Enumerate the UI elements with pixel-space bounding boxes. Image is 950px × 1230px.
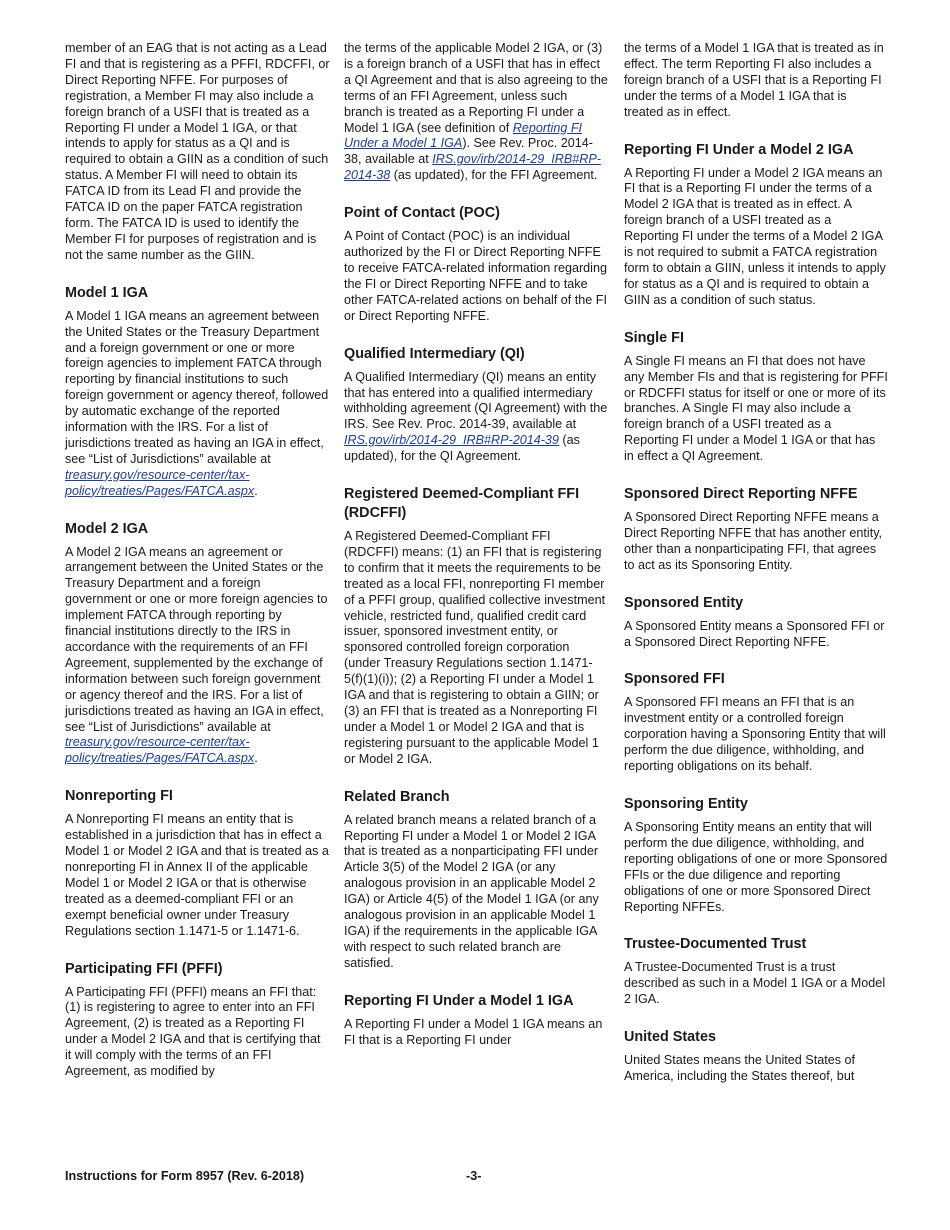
paragraph-qualified-intermediary xyxy=(344,370,608,465)
paragraph-tail: (as updated), for the QI Agreement. xyxy=(344,433,580,464)
paragraph-united-states: United States means the United States of America, including the States thereof, but xyxy=(624,1053,856,1084)
reporting-fi-model-1-link[interactable]: Reporting FI Under a Model 1 IGA xyxy=(344,120,583,151)
treasury-fatca-link[interactable]: treasury.gov/resource-center/tax-policy/treaties/Pages/FATCA.aspx xyxy=(65,467,255,498)
column-left xyxy=(65,41,330,1080)
paragraph-pffi-continued xyxy=(344,41,608,184)
paragraph-tail: (as updated), for the FFI Agreement. xyxy=(390,168,598,183)
paragraph-text: A Model 2 IGA means an agreement or arrangement between the United States or the Treasury Department and a foreign government or one or more foreign agencies to implement FATCA through reporting by financial institutions directly to the IRS in accordance with the requirements of an FFI Agreement, supplemented by the exchange of information between such foreign government or agency thereof and the IRS. For a list of jurisdictions treated as having an IGA in effect, see “List of Jurisdictions” available at xyxy=(65,544,328,734)
heading-sponsored-direct-reporting-nffe: Sponsored Direct Reporting NFFE xyxy=(624,486,858,503)
paragraph-nonreporting-fi: A Nonreporting FI means an entity that is established in a jurisdiction that has in effect a Model 1 or Model 2 IGA and that is treated as a nonreporting FI in Annex II of the applicable Model 1 or Model 2 IGA or that is otherwise treated as a deemed-compliant FFI or an exempt beneficial owner under Treasury Regulations section 1.1471-5 or 1.1471-6. xyxy=(65,812,329,938)
heading-model-2-iga: Model 2 IGA xyxy=(65,520,149,537)
heading-model-1-iga: Model 1 IGA xyxy=(65,284,149,301)
heading-sponsoring-entity: Sponsoring Entity xyxy=(624,796,748,812)
paragraph-text: A Qualified Intermediary (QI) means an entity that has entered into a qualified intermediary withholding agreement (QI Agreement) with the IRS. See Rev. Proc. 2014-39, available at xyxy=(344,369,608,432)
footer-page-number: -3- xyxy=(466,1169,482,1183)
footer-form-title: Instructions for Form 8957 (Rev. 6-2018) xyxy=(65,1169,305,1183)
treasury-fatca-link[interactable]: treasury.gov/resource-center/tax-policy/treaties/Pages/FATCA.aspx xyxy=(65,735,255,766)
paragraph-participating-ffi: A Participating FFI (PFFI) means an FFI that: (1) is registering to agree to enter into an FFI Agreement, (2) is treated as a Reporting FI under a Model 2 IGA and that is certifying that it will comply with the terms of an FFI Agreement, as modified by xyxy=(65,984,321,1079)
heading-rdcffi: Registered Deemed-Compliant FFI (RDCFFI) xyxy=(344,486,580,522)
heading-sponsored-entity: Sponsored Entity xyxy=(624,594,744,611)
paragraph-sponsored-entity: A Sponsored Entity means a Sponsored FFI or a Sponsored Direct Reporting NFFE. xyxy=(624,618,885,649)
rev-proc-2014-39-link[interactable]: IRS.gov/irb/2014-29_IRB#RP-2014-39 xyxy=(344,433,559,448)
paragraph-model-1-iga xyxy=(65,309,330,500)
paragraph-text: A Model 1 IGA means an agreement between the United States or the Treasury Department and a foreign government or one or more foreign agencies to implement FATCA through reporting by financial institutions to such foreign government or agency thereof, followed by automatic exchange of the reported information with the IRS. For a list of jurisdictions treated as having an IGA in effect, see “List of Jurisdictions” available at xyxy=(65,308,329,466)
column-right xyxy=(624,41,888,1085)
paragraph-tail: . xyxy=(254,751,258,766)
heading-reporting-fi-model-1: Reporting FI Under a Model 1 IGA xyxy=(344,992,574,1009)
paragraph-related-branch: A related branch means a related branch of a Reporting FI under a Model 1 or Model 2 IGA that is treated as a nonparticipating FFI under Article 3(5) of the Model 2 IGA (or any analogous provision in an applicable Model 2 IGA) or Article 4(5) of the Model 1 IGA (or any analogous provision in an applicable Model 1 IGA) if the requirements in the applicable IGA with respect to such related branch are satisfied. xyxy=(344,812,599,970)
heading-point-of-contact: Point of Contact (POC) xyxy=(344,205,500,222)
heading-trustee-documented-trust: Trustee-Documented Trust xyxy=(624,936,807,953)
heading-united-states: United States xyxy=(624,1029,716,1046)
paragraph-reporting-fi-model-1: A Reporting FI under a Model 1 IGA means an FI that is a Reporting FI under xyxy=(344,1016,603,1047)
paragraph-sponsored-ffi: A Sponsored FFI means an FFI that is an investment entity or a controlled foreign corporation having a Sponsoring Entity that will perform the due diligence, withholding, and reporting obligations on its behalf. xyxy=(624,695,886,774)
paragraph-sponsored-direct-reporting-nffe: A Sponsored Direct Reporting NFFE means a Direct Reporting NFFE that has another entity, other than a nonparticipating FFI, that agrees to act as its Sponsoring Entity. xyxy=(624,510,883,572)
paragraph-sponsoring-entity: A Sponsoring Entity means an entity that will perform the due diligence, withholding, and reporting obligations of one or more Sponsored FFIs or the due diligence and reporting obligations of one or more Sponsored Direct Reporting NFFEs. xyxy=(624,820,888,914)
paragraph-text: the terms of the applicable Model 2 IGA, or (3) is a foreign branch of a USFI that has in effect a QI Agreement and that is also agreeing to the terms of an FFI Agreement, unless such branch is treated as a Reporting FI under a Model 1 IGA (see definition of xyxy=(344,41,608,135)
rev-proc-2014-38-link[interactable]: IRS.gov/irb/2014-29_IRB#RP-2014-38 xyxy=(344,152,601,183)
paragraph-single-fi: A Single FI means an FI that does not have any Member FIs and that is registering for PFFI or RDCFFI status for itself or one or more of its branches. A Single FI may also include a foreign branch of a USFI treated as a Reporting FI under a Model 1 IGA or that has in effect a QI Agreement. xyxy=(624,353,888,464)
paragraph-point-of-contact: A Point of Contact (POC) is an individual authorized by the FI or Direct Reporting NFFE to receive FATCA-related information regarding the FI or Direct Reporting NFFE and to take other FATCA-related actions on behalf of the FI or Direct Reporting NFFE. xyxy=(344,229,607,323)
column-middle xyxy=(344,41,608,1049)
paragraph-trustee-documented-trust: A Trustee-Documented Trust is a trust described as such in a Model 1 IGA or a Model 2 IGA. xyxy=(624,960,886,1007)
paragraph-reporting-fi-continued: the terms of a Model 1 IGA that is treated as in effect. The term Reporting FI also includes a foreign branch of a USFI that is a Reporting FI under the terms of a Model 1 IGA that is treated as in effect. xyxy=(624,41,884,119)
paragraph-reporting-fi-model-2: A Reporting FI under a Model 2 IGA means an FI that is a Reporting FI under the terms of a Model 2 IGA that is treated as in effect. A foreign branch of a USFI treated as a Reporting FI under the terms of a Model 2 IGA is not required to submit a FATCA registration form to obtain a GIIN, unless it intends to apply for status as a QI and is required to obtain a GIIN as a condition of such status. xyxy=(624,165,886,307)
paragraph-model-2-iga xyxy=(65,545,330,768)
heading-sponsored-ffi: Sponsored FFI xyxy=(624,671,725,688)
heading-reporting-fi-model-2: Reporting FI Under a Model 2 IGA xyxy=(624,141,854,158)
paragraph-member-fi-continued: member of an EAG that is not acting as a Lead FI and that is registering as a PFFI, RDCFFI, or Direct Reporting NFFE. For purposes of registration, a Member FI may also include a foreign branch of a USFI that is treated as a Reporting FI under a Model 1 IGA, or that intends to apply for status as a QI and is required to obtain a GIIN as a condition of such status. A Member FI will need to obtain its FATCA ID from its Lead FI and provide the FATCA ID on the paper FATCA registration form. The FATCA ID is used to identify the Member FI for purposes of registration and is not the same number as the GIIN. xyxy=(65,41,330,262)
heading-nonreporting-fi: Nonreporting FI xyxy=(65,788,173,805)
heading-related-branch: Related Branch xyxy=(344,788,450,805)
paragraph-tail: . xyxy=(254,483,258,498)
heading-qualified-intermediary: Qualified Intermediary (QI) xyxy=(344,345,525,362)
heading-participating-ffi: Participating FFI (PFFI) xyxy=(65,960,223,977)
heading-single-fi: Single FI xyxy=(624,329,684,346)
paragraph-rdcffi: A Registered Deemed-Compliant FFI (RDCFFI) means: (1) an FFI that is registering to confirm that it meets the requirements to be treated as a local FFI, nonreporting FI member of a PFFI group, qualified collective investment vehicle, restricted fund, qualified credit card issuer, sponsored investment entity, or sponsored controlled foreign corporation (under Treasury Regulations section 1.1471-5(f)(1)(i)); (2) a Reporting FI under a Model 1 IGA and that is registering to obtain a GIIN; or (3) an FFI that is treated as a Nonreporting FI under a Model 1 or Model 2 IGA and that is registering pursuant to the applicable Model 1 or Model 2 IGA. xyxy=(344,529,606,766)
paragraph-text: ). See Rev. Proc. 2014-38, available at xyxy=(344,136,593,167)
